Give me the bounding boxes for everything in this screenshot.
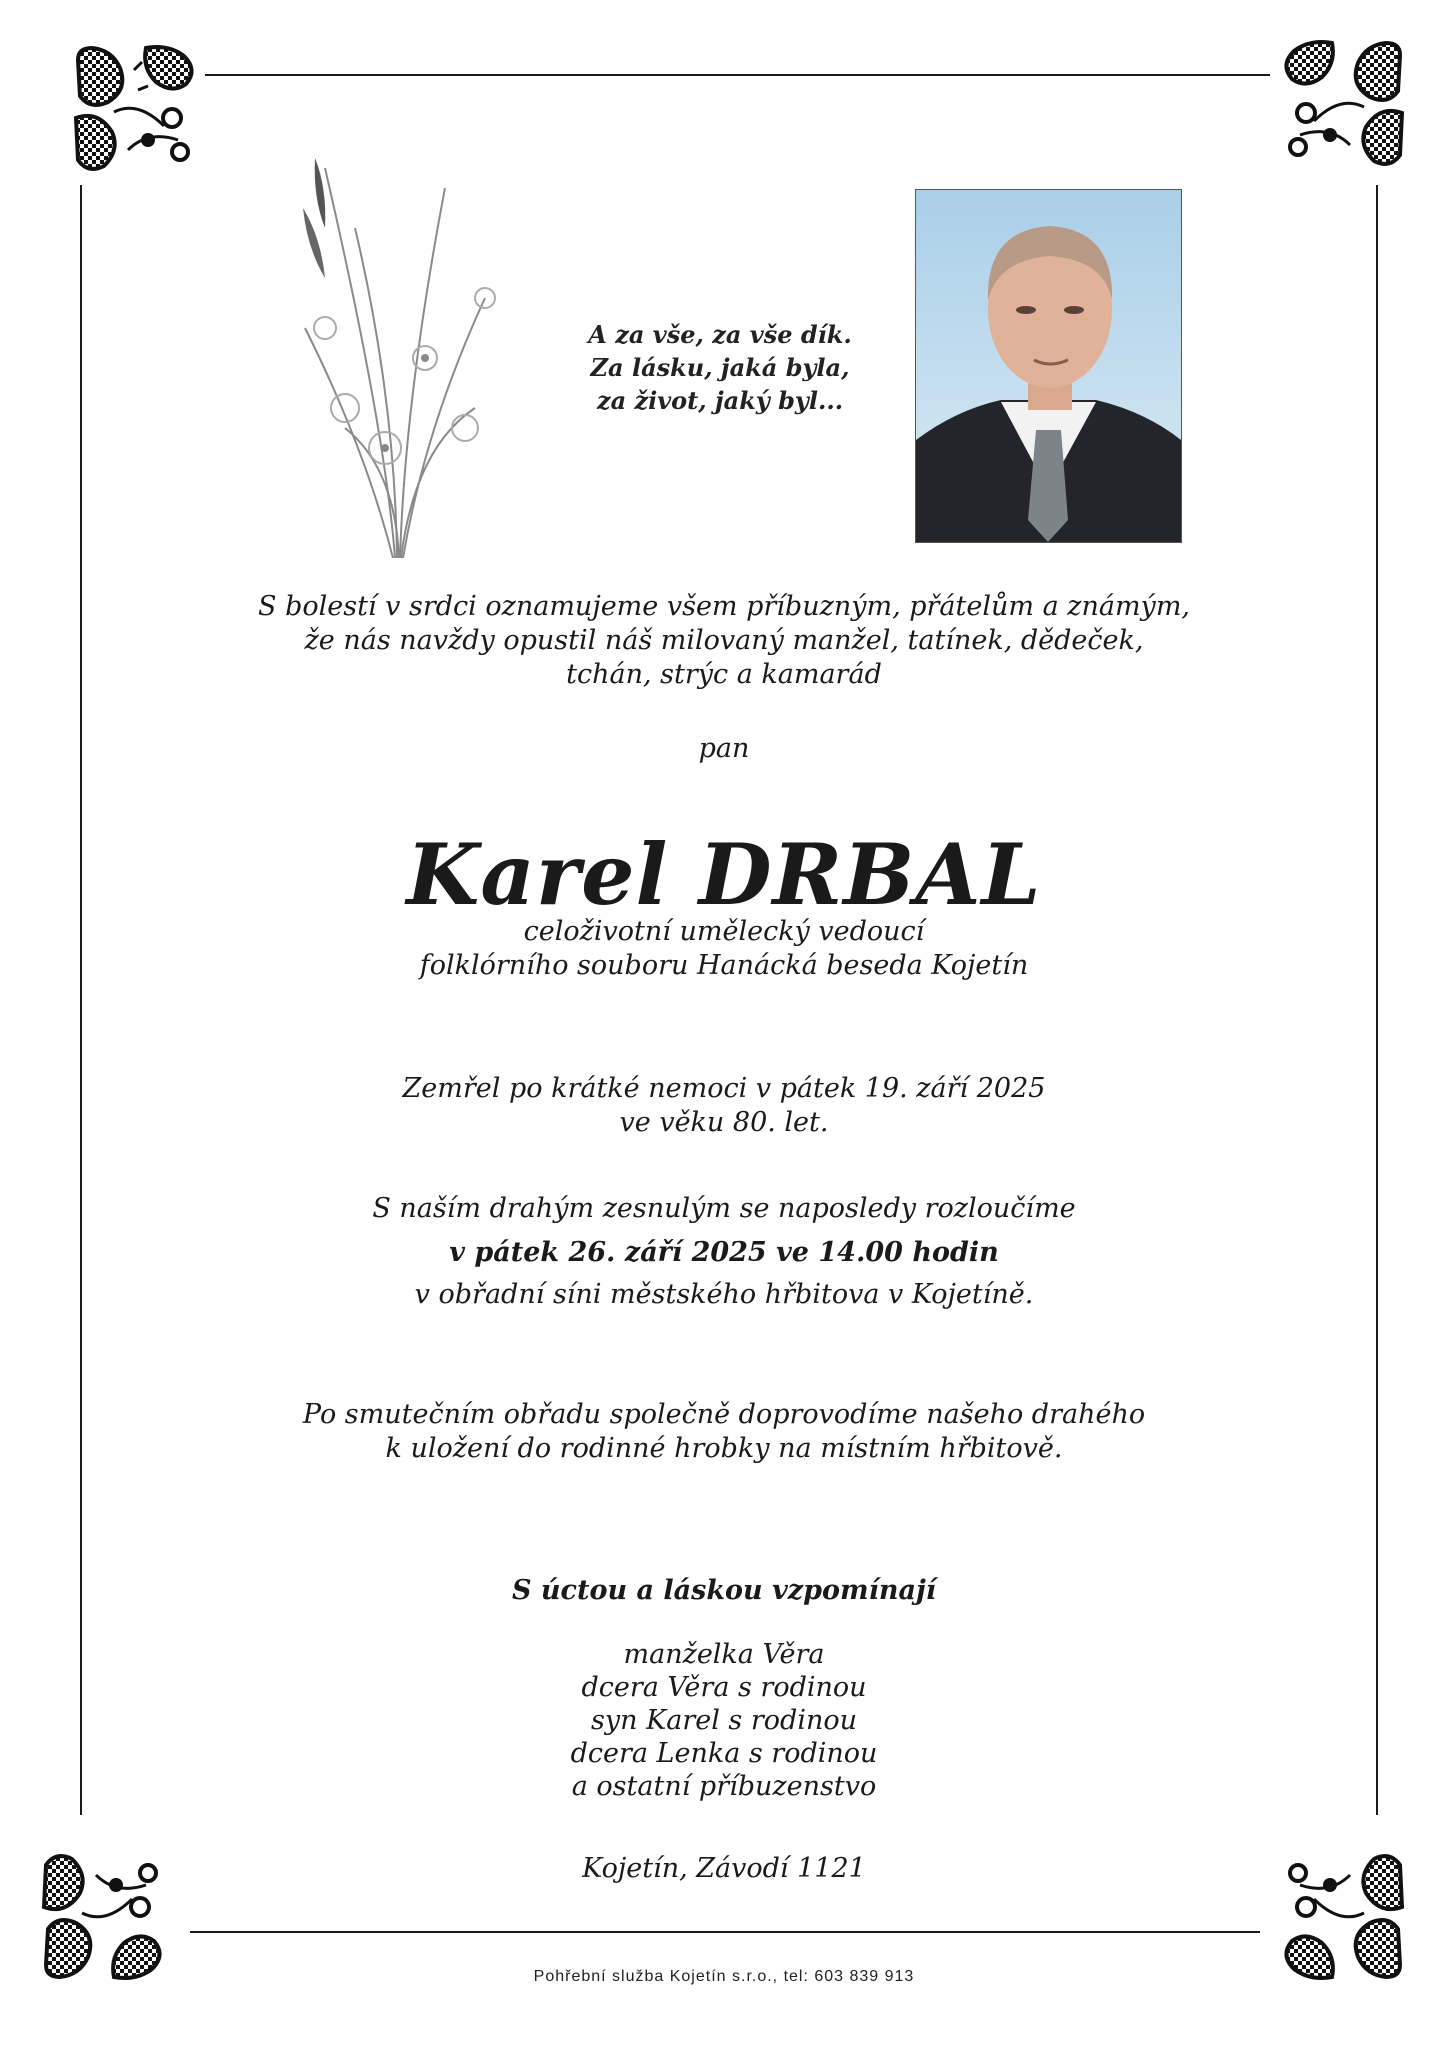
- death-line: ve věku 80. let.: [619, 1107, 829, 1138]
- folk-ornament-top-left: [68, 40, 208, 180]
- folk-ornament-top-right: [1270, 35, 1410, 175]
- announcement-line: S bolestí v srdci oznamujeme všem příbuzným, přátelům a známým,: [257, 591, 1190, 622]
- border-left: [80, 185, 82, 1815]
- role-line: celoživotní umělecký vedoucí: [523, 916, 925, 947]
- burial-line: Po smutečním obřadu společně doprovodíme našeho drahého: [302, 1399, 1146, 1430]
- border-top: [205, 74, 1270, 76]
- announcement-line: tchán, strýc a kamarád: [566, 659, 882, 690]
- announcement-text: [0, 590, 1448, 692]
- family-address: Kojetín, Závodí 1121: [582, 1853, 866, 1884]
- portrait-photo: [915, 189, 1182, 543]
- role-description: [0, 915, 1448, 983]
- burial-info: [0, 1398, 1448, 1466]
- farewell-location: v obřadní síni městského hřbitova v Kojetíně.: [414, 1279, 1034, 1310]
- poem-quote: [555, 318, 885, 417]
- mourner: dcera Lenka s rodinou: [570, 1738, 878, 1769]
- poem-line: A za vše, za vše dík.: [588, 320, 852, 349]
- farewell-date-time: v pátek 26. září 2025 ve 14.00 hodin: [449, 1237, 999, 1268]
- salutation: pan: [698, 733, 750, 764]
- burial-line: k uložení do rodinné hrobky na místním hřbitově.: [385, 1433, 1063, 1464]
- death-line: Zemřel po krátké nemoci v pátek 19. září 2025: [402, 1073, 1046, 1104]
- poem-line: za život, jaký byl...: [596, 386, 844, 415]
- border-bottom: [190, 1931, 1260, 1933]
- funeral-service-footer: Pohřební služba Kojetín s.r.o., tel: 603 839 913: [533, 1968, 915, 1985]
- mourner: syn Karel s rodinou: [590, 1705, 857, 1736]
- farewell-info: [0, 1192, 1448, 1312]
- mourner: a ostatní příbuzenstvo: [571, 1771, 877, 1802]
- role-line: folklórního souboru Hanácká beseda Kojetín: [419, 950, 1029, 981]
- farewell-intro: S naším drahým zesnulým se naposledy rozloučíme: [372, 1193, 1076, 1224]
- border-right: [1376, 185, 1378, 1815]
- deceased-name: Karel DRBAL: [406, 825, 1042, 924]
- poem-line: Za lásku, jaká byla,: [590, 353, 850, 382]
- death-notice: [0, 1072, 1448, 1140]
- announcement-line: že nás navždy opustil náš milovaný manžel, tatínek, dědeček,: [304, 625, 1144, 656]
- wildflower-bouquet-sketch: [285, 148, 525, 568]
- mourner: manželka Věra: [623, 1639, 825, 1670]
- mourner: dcera Věra s rodinou: [581, 1672, 867, 1703]
- mourners-list: [0, 1638, 1448, 1803]
- mourners-heading: S úctou a láskou vzpomínají: [512, 1575, 936, 1606]
